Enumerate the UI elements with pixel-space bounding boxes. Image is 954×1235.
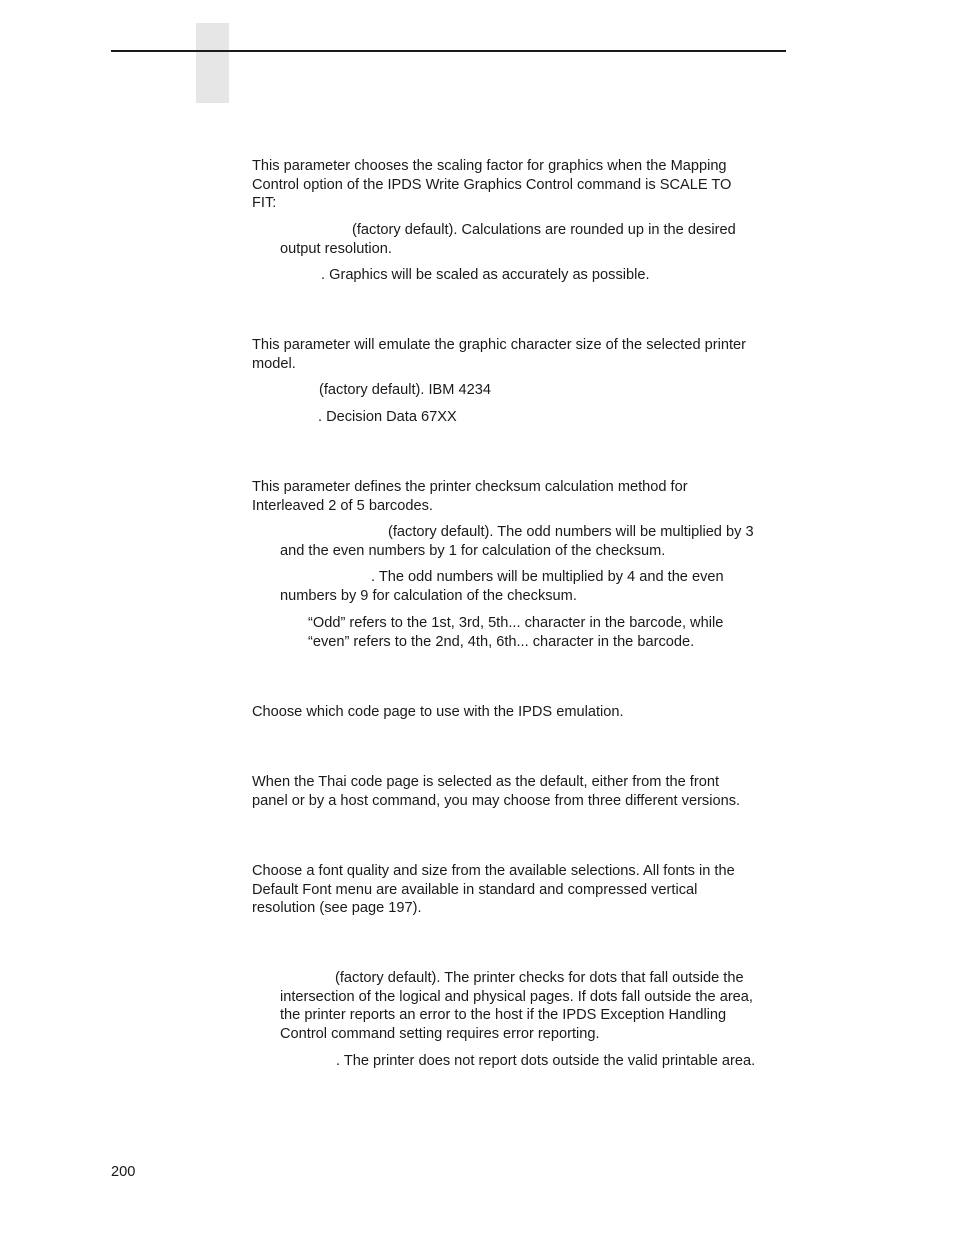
section-2-option-1: (factory default). IBM 4234 xyxy=(319,382,491,398)
section-1-option-2: . Graphics will be scaled as accurately as possible. xyxy=(321,267,650,283)
section-3-description: This parameter defines the printer checksum calculation method for Interleaved 2 of 5 barcodes. xyxy=(252,479,688,514)
chapter-tab-block xyxy=(196,23,229,103)
section-2-option-2: . Decision Data 67XX xyxy=(318,409,457,425)
section-3-option-1: (factory default). The odd numbers will be multiplied by 3 and the even numbers by 1 for calculation of the checksum. xyxy=(280,524,754,559)
section-3-note: “Odd” refers to the 1st, 3rd, 5th... character in the barcode, while “even” refers to the 2nd, 4th, 6th... character in the barcode. xyxy=(308,615,724,650)
section-6-description: Choose a font quality and size from the available selections. All fonts in the Default Font menu are available in standard and compressed vertical resolution (see page 197). xyxy=(252,863,735,916)
section-4-description: Choose which code page to use with the IPDS emulation. xyxy=(252,704,624,720)
section-1-option-1: (factory default). Calculations are rounded up in the desired output resolution. xyxy=(280,222,736,257)
header-rule xyxy=(111,50,786,52)
section-7-option-1: (factory default). The printer checks for dots that fall outside the intersection of the logical and physical pages. If dots fall outside the area, the printer reports an error to the host if the IPDS Exception Handling Control command setting requires error reporting. xyxy=(280,970,753,1042)
section-3-option-2: . The odd numbers will be multiplied by 4 and the even numbers by 9 for calculation of the checksum. xyxy=(280,569,724,604)
section-1-description: This parameter chooses the scaling factor for graphics when the Mapping Control option of the IPDS Write Graphics Control command is SCALE TO FIT: xyxy=(252,158,732,211)
section-2-description: This parameter will emulate the graphic character size of the selected printer model. xyxy=(252,337,746,372)
page-number: 200 xyxy=(111,1164,136,1180)
section-5-description: When the Thai code page is selected as the default, either from the front panel or by a host command, you may choose from three different versions. xyxy=(252,774,741,809)
section-7-option-2: . The printer does not report dots outside the valid printable area. xyxy=(336,1053,756,1069)
